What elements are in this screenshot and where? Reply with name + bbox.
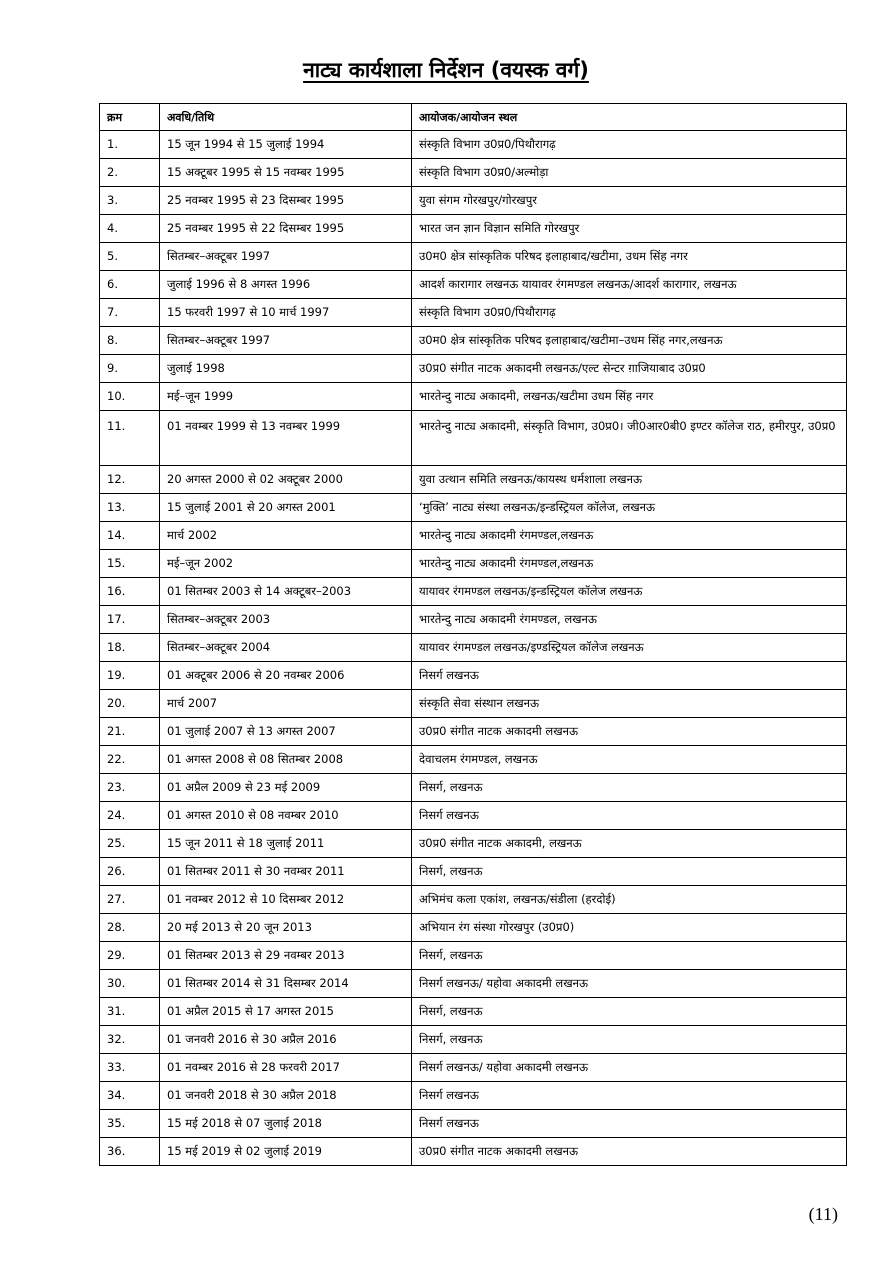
row-organizer: भारत जन ज्ञान विज्ञान समिति गोरखपुर bbox=[412, 215, 847, 243]
row-organizer: निसर्ग लखनऊ bbox=[412, 802, 847, 830]
table-row bbox=[100, 746, 847, 774]
row-serial: 25. bbox=[100, 830, 160, 858]
row-serial: 34. bbox=[100, 1082, 160, 1110]
row-organizer: निसर्ग लखनऊ/ यहोवा अकादमी लखनऊ bbox=[412, 1054, 847, 1082]
row-serial: 15. bbox=[100, 550, 160, 578]
row-organizer: युवा संगम गोरखपुर/गोरखपुर bbox=[412, 187, 847, 215]
row-serial: 3. bbox=[100, 187, 160, 215]
row-serial: 7. bbox=[100, 299, 160, 327]
row-serial: 26. bbox=[100, 858, 160, 886]
table-row bbox=[100, 942, 847, 970]
header-serial: क्रम bbox=[100, 104, 160, 131]
header-period: अवधि/तिथि bbox=[160, 104, 412, 131]
row-organizer: भारतेन्दु नाट्य अकादमी रंगमण्डल,लखनऊ bbox=[412, 550, 847, 578]
table-body bbox=[100, 131, 847, 1166]
page-title bbox=[0, 56, 892, 84]
row-serial: 35. bbox=[100, 1110, 160, 1138]
row-serial: 22. bbox=[100, 746, 160, 774]
table-row bbox=[100, 970, 847, 998]
row-serial: 2. bbox=[100, 159, 160, 187]
page-number: (11) bbox=[808, 1204, 838, 1224]
row-period: मई–जून 1999 bbox=[160, 383, 412, 411]
row-period: 15 फरवरी 1997 से 10 मार्च 1997 bbox=[160, 299, 412, 327]
row-organizer: निसर्ग, लखनऊ bbox=[412, 942, 847, 970]
row-period: 01 अगस्त 2010 से 08 नवम्बर 2010 bbox=[160, 802, 412, 830]
table-row bbox=[100, 606, 847, 634]
row-period: मई–जून 2002 bbox=[160, 550, 412, 578]
table-row bbox=[100, 774, 847, 802]
row-serial: 17. bbox=[100, 606, 160, 634]
row-serial: 30. bbox=[100, 970, 160, 998]
row-organizer: उ0प्र0 संगीत नाटक अकादमी, लखनऊ bbox=[412, 830, 847, 858]
row-period: 01 नवम्बर 2016 से 28 फरवरी 2017 bbox=[160, 1054, 412, 1082]
row-serial: 10. bbox=[100, 383, 160, 411]
row-organizer: संस्कृति विभाग उ0प्र0/अल्मोड़ा bbox=[412, 159, 847, 187]
row-serial: 29. bbox=[100, 942, 160, 970]
row-period: 15 जून 2011 से 18 जुलाई 2011 bbox=[160, 830, 412, 858]
table-row bbox=[100, 858, 847, 886]
table-row bbox=[100, 830, 847, 858]
page-title-text: नाट्य कार्यशाला निर्देशन (वयस्क वर्ग) bbox=[303, 58, 589, 82]
table-row bbox=[100, 299, 847, 327]
table-row bbox=[100, 1054, 847, 1082]
row-organizer: भारतेन्दु नाट्य अकादमी, लखनऊ/खटीमा उधम सिंह नगर bbox=[412, 383, 847, 411]
row-organizer: देवाचलम रंगमण्डल, लखनऊ bbox=[412, 746, 847, 774]
table-row bbox=[100, 355, 847, 383]
row-period: 15 मई 2018 से 07 जुलाई 2018 bbox=[160, 1110, 412, 1138]
table-row bbox=[100, 690, 847, 718]
table-row bbox=[100, 1082, 847, 1110]
row-serial: 27. bbox=[100, 886, 160, 914]
row-organizer: भारतेन्दु नाट्य अकादमी, संस्कृति विभाग, उ0प्र0। जी0आर0बी0 इण्टर कॉलेज राठ, हमीरपुर, उ0प्र0 bbox=[412, 411, 847, 466]
table-row bbox=[100, 466, 847, 494]
row-serial: 18. bbox=[100, 634, 160, 662]
row-serial: 13. bbox=[100, 494, 160, 522]
row-period: 01 अगस्त 2008 से 08 सितम्बर 2008 bbox=[160, 746, 412, 774]
row-organizer: संस्कृति विभाग उ0प्र0/पिथौरागढ़ bbox=[412, 131, 847, 159]
row-organizer: यायावर रंगमण्डल लखनऊ/इन्डस्ट्रियल कॉलेज लखनऊ bbox=[412, 578, 847, 606]
row-organizer: उ0प्र0 संगीत नाटक अकादमी लखनऊ/एल्ट सेन्टर ग़ाजियाबाद उ0प्र0 bbox=[412, 355, 847, 383]
table-row bbox=[100, 1110, 847, 1138]
row-period: 01 नवम्बर 1999 से 13 नवम्बर 1999 bbox=[160, 411, 412, 466]
row-period: 15 जुलाई 2001 से 20 अगस्त 2001 bbox=[160, 494, 412, 522]
row-organizer: निसर्ग, लखनऊ bbox=[412, 998, 847, 1026]
row-organizer: भारतेन्दु नाट्य अकादमी रंगमण्डल,लखनऊ bbox=[412, 522, 847, 550]
table-row bbox=[100, 327, 847, 355]
row-organizer: संस्कृति विभाग उ0प्र0/पिथौरागढ़ bbox=[412, 299, 847, 327]
row-serial: 28. bbox=[100, 914, 160, 942]
row-period: 15 अक्टूबर 1995 से 15 नवम्बर 1995 bbox=[160, 159, 412, 187]
row-organizer: उ0म0 क्षेत्र सांस्कृतिक परिषद इलाहाबाद/खटीमा–उधम सिंह नगर,लखनऊ bbox=[412, 327, 847, 355]
row-serial: 11. bbox=[100, 411, 160, 466]
table-row bbox=[100, 802, 847, 830]
row-serial: 12. bbox=[100, 466, 160, 494]
row-organizer: निसर्ग लखनऊ/ यहोवा अकादमी लखनऊ bbox=[412, 970, 847, 998]
row-serial: 6. bbox=[100, 271, 160, 299]
row-serial: 5. bbox=[100, 243, 160, 271]
table-row bbox=[100, 494, 847, 522]
row-period: सितम्बर–अक्टूबर 2003 bbox=[160, 606, 412, 634]
row-serial: 20. bbox=[100, 690, 160, 718]
row-period: 25 नवम्बर 1995 से 23 दिसम्बर 1995 bbox=[160, 187, 412, 215]
row-organizer: संस्कृति सेवा संस्थान लखनऊ bbox=[412, 690, 847, 718]
workshop-table bbox=[99, 103, 847, 1166]
row-organizer: निसर्ग लखनऊ bbox=[412, 1110, 847, 1138]
row-period: सितम्बर–अक्टूबर 2004 bbox=[160, 634, 412, 662]
row-period: 01 सितम्बर 2013 से 29 नवम्बर 2013 bbox=[160, 942, 412, 970]
row-serial: 19. bbox=[100, 662, 160, 690]
row-organizer: उ0प्र0 संगीत नाटक अकादमी लखनऊ bbox=[412, 718, 847, 746]
row-organizer: निसर्ग, लखनऊ bbox=[412, 858, 847, 886]
row-organizer: निसर्ग लखनऊ bbox=[412, 662, 847, 690]
row-serial: 9. bbox=[100, 355, 160, 383]
row-serial: 21. bbox=[100, 718, 160, 746]
table-row bbox=[100, 718, 847, 746]
row-period: 20 अगस्त 2000 से 02 अक्टूबर 2000 bbox=[160, 466, 412, 494]
table-header-row bbox=[100, 104, 847, 131]
row-organizer: ‘मुक्ति’ नाट्य संस्था लखनऊ/इन्डस्ट्रियल कॉलेज, लखनऊ bbox=[412, 494, 847, 522]
row-serial: 24. bbox=[100, 802, 160, 830]
row-period: 01 अप्रैल 2015 से 17 अगस्त 2015 bbox=[160, 998, 412, 1026]
row-organizer: निसर्ग, लखनऊ bbox=[412, 1026, 847, 1054]
row-period: सितम्बर–अक्टूबर 1997 bbox=[160, 327, 412, 355]
table-row bbox=[100, 886, 847, 914]
row-period: 01 सितम्बर 2011 से 30 नवम्बर 2011 bbox=[160, 858, 412, 886]
row-period: 01 नवम्बर 2012 से 10 दिसम्बर 2012 bbox=[160, 886, 412, 914]
row-serial: 33. bbox=[100, 1054, 160, 1082]
row-period: 01 अक्टूबर 2006 से 20 नवम्बर 2006 bbox=[160, 662, 412, 690]
header-organizer: आयोजक/आयोजन स्थल bbox=[412, 104, 847, 131]
row-organizer: निसर्ग, लखनऊ bbox=[412, 774, 847, 802]
table-row bbox=[100, 522, 847, 550]
row-period: मार्च 2002 bbox=[160, 522, 412, 550]
row-period: 25 नवम्बर 1995 से 22 दिसम्बर 1995 bbox=[160, 215, 412, 243]
row-period: 01 जनवरी 2018 से 30 अप्रैल 2018 bbox=[160, 1082, 412, 1110]
table-row bbox=[100, 271, 847, 299]
row-serial: 4. bbox=[100, 215, 160, 243]
table-row bbox=[100, 243, 847, 271]
row-organizer: भारतेन्दु नाट्य अकादमी रंगमण्डल, लखनऊ bbox=[412, 606, 847, 634]
row-serial: 14. bbox=[100, 522, 160, 550]
table-row bbox=[100, 998, 847, 1026]
row-period: 01 अप्रैल 2009 से 23 मई 2009 bbox=[160, 774, 412, 802]
row-period: 01 जुलाई 2007 से 13 अगस्त 2007 bbox=[160, 718, 412, 746]
row-organizer: अभियान रंग संस्था गोरखपुर (उ0प्र0) bbox=[412, 914, 847, 942]
row-serial: 32. bbox=[100, 1026, 160, 1054]
row-organizer: अभिमंच कला एकांश, लखनऊ/संडीला (हरदोई) bbox=[412, 886, 847, 914]
row-serial: 31. bbox=[100, 998, 160, 1026]
row-period: मार्च 2007 bbox=[160, 690, 412, 718]
row-organizer: निसर्ग लखनऊ bbox=[412, 1082, 847, 1110]
row-period: 01 सितम्बर 2003 से 14 अक्टूबर–2003 bbox=[160, 578, 412, 606]
row-period: 15 जून 1994 से 15 जुलाई 1994 bbox=[160, 131, 412, 159]
table-row bbox=[100, 131, 847, 159]
row-organizer: उ0प्र0 संगीत नाटक अकादमी लखनऊ bbox=[412, 1138, 847, 1166]
row-period: जुलाई 1996 से 8 अगस्त 1996 bbox=[160, 271, 412, 299]
table-row bbox=[100, 634, 847, 662]
table-row bbox=[100, 1026, 847, 1054]
row-period: जुलाई 1998 bbox=[160, 355, 412, 383]
row-period: 01 जनवरी 2016 से 30 अप्रैल 2016 bbox=[160, 1026, 412, 1054]
table-row bbox=[100, 215, 847, 243]
row-organizer: उ0म0 क्षेत्र सांस्कृतिक परिषद इलाहाबाद/खटीमा, उधम सिंह नगर bbox=[412, 243, 847, 271]
table-row bbox=[100, 914, 847, 942]
row-organizer: आदर्श कारागार लखनऊ यायावर रंगमण्डल लखनऊ/आदर्श कारागार, लखनऊ bbox=[412, 271, 847, 299]
table-row bbox=[100, 411, 847, 466]
row-organizer: युवा उत्थान समिति लखनऊ/कायस्थ धर्मशाला लखनऊ bbox=[412, 466, 847, 494]
row-period: 01 सितम्बर 2014 से 31 दिसम्बर 2014 bbox=[160, 970, 412, 998]
row-period: सितम्बर–अक्टूबर 1997 bbox=[160, 243, 412, 271]
row-organizer: यायावर रंगमण्डल लखनऊ/इण्डस्ट्रियल कॉलेज लखनऊ bbox=[412, 634, 847, 662]
row-period: 15 मई 2019 से 02 जुलाई 2019 bbox=[160, 1138, 412, 1166]
table-row bbox=[100, 662, 847, 690]
table-row bbox=[100, 578, 847, 606]
row-serial: 36. bbox=[100, 1138, 160, 1166]
table-row bbox=[100, 383, 847, 411]
table-row bbox=[100, 1138, 847, 1166]
table-row bbox=[100, 550, 847, 578]
row-serial: 16. bbox=[100, 578, 160, 606]
table-row bbox=[100, 187, 847, 215]
row-serial: 23. bbox=[100, 774, 160, 802]
table-row bbox=[100, 159, 847, 187]
row-serial: 1. bbox=[100, 131, 160, 159]
row-serial: 8. bbox=[100, 327, 160, 355]
row-period: 20 मई 2013 से 20 जून 2013 bbox=[160, 914, 412, 942]
